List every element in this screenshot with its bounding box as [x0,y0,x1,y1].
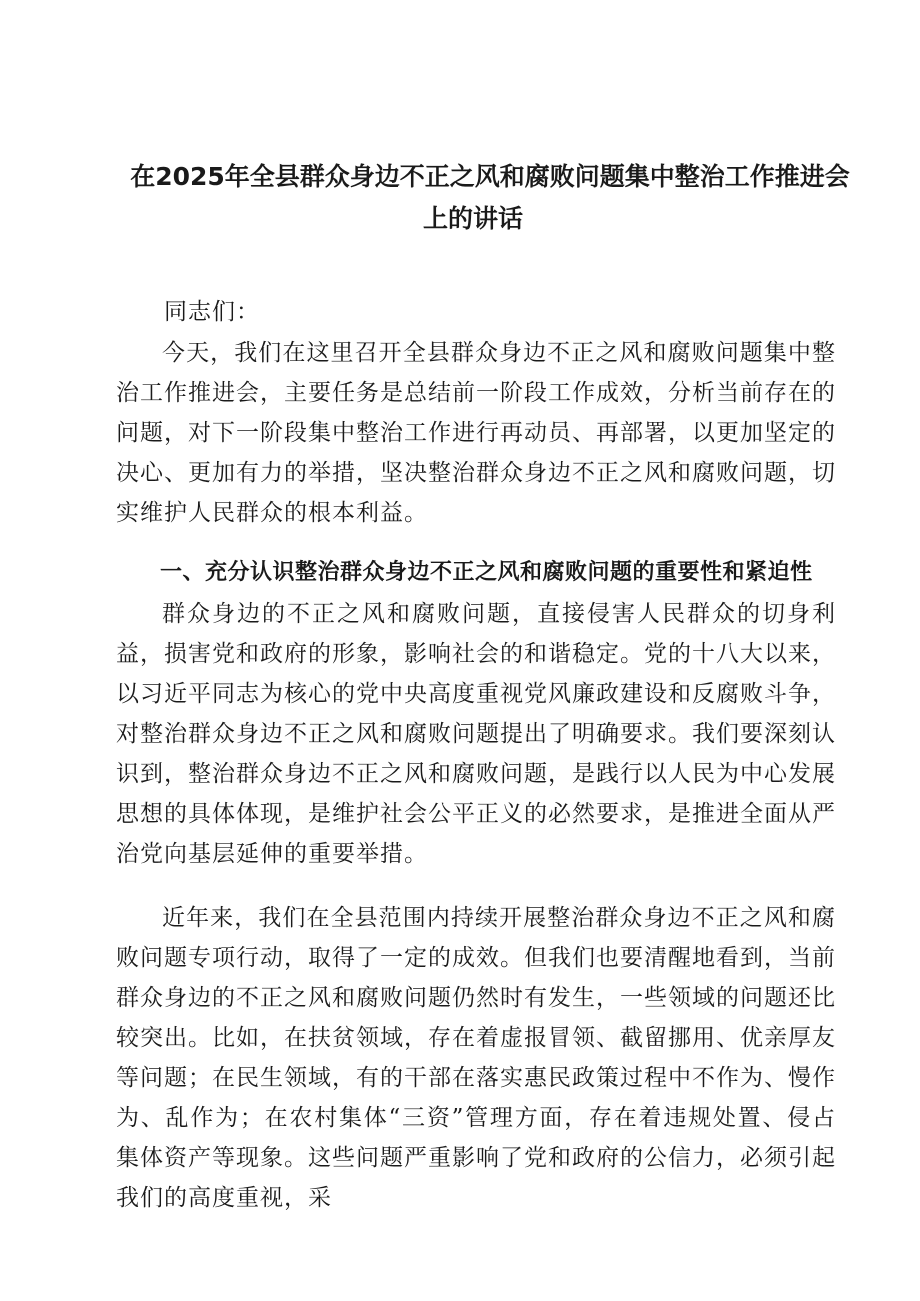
paragraph-text: 群众身边的不正之风和腐败问题，直接侵害人民群众的切身利益，损害党和政府的形象，影响社会的和谐稳定。党的十八大以来，以习近平同志为核心的党中央高度重视党风廉政建设和反腐败斗争，对整治群众身边不正之风和腐败问题提出了明确要求。我们要深刻认识到，整治群众身边不正之风和腐败问题，是践行以人民为中心发展思想的具体体现，是维护社会公平正义的必然要求，是推进全面从严治党向基层延伸的重要举措。 [116,601,836,867]
paragraph-text: 今天，我们在这里召开全县群众身边不正之风和腐败问题集中整治工作推进会，主要任务是总结前一阶段工作成效，分析当前存在的问题，对下一阶段集中整治工作进行再动员、再部署，以更加坚定的决心、更加有力的举措，坚决整治群众身边不正之风和腐败问题，切实维护人民群众的根本利益。 [116,340,836,526]
paragraph-intro [116,333,836,533]
title-line-1: 在2025年全县群众身边不正之风和腐败问题集中整治工作推进会 [130,162,850,191]
document-title [100,156,880,240]
paragraph-importance [116,594,836,874]
section-heading: 一、充分认识整治群众身边不正之风和腐败问题的重要性和紧迫性 [160,560,813,585]
paragraph-text: 近年来，我们在全县范围内持续开展整治群众身边不正之风和腐败问题专项行动，取得了一定的成效。但我们也要清醒地看到，当前群众身边的不正之风和腐败问题仍然时有发生，一些领域的问题还比较突出。比如，在扶贫领域，存在着虚报冒领、截留挪用、优亲厚友等问题；在民生领域，有的干部在落实惠民政策过程中不作为、慢作为、乱作为；在农村集体“三资”管理方面，存在着违规处置、侵占集体资产等现象。这些问题严重影响了党和政府的公信力，必须引起我们的高度重视，采 [116,905,836,1211]
title-line-2: 上的讲话 [422,204,523,233]
paragraph-problems [116,898,836,1218]
salutation: 同志们： [164,299,260,325]
